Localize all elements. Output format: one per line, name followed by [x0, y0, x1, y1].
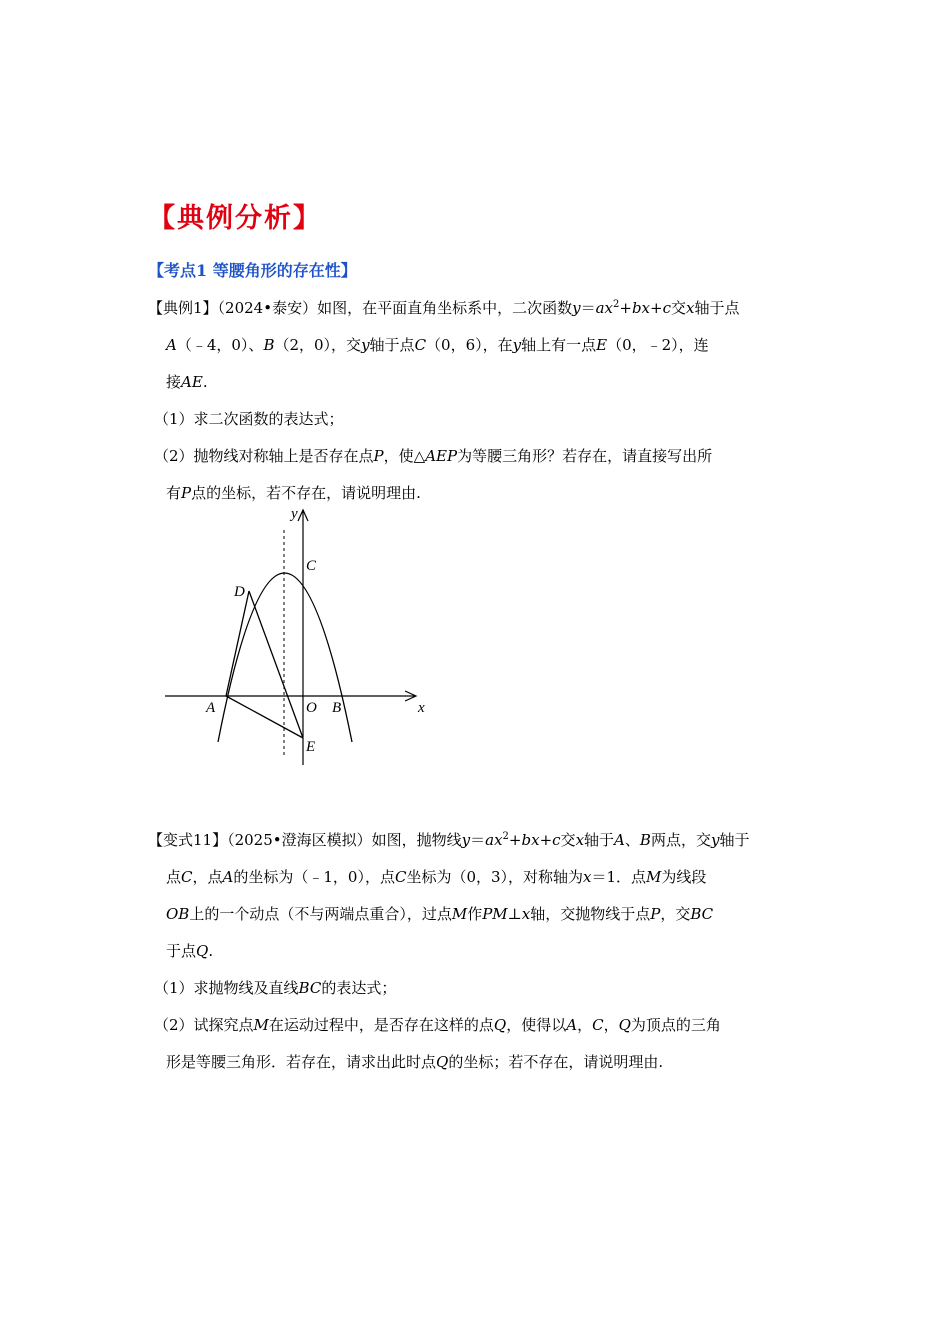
segment-de	[249, 591, 303, 738]
example-1-stem-line3: 接AE.	[166, 373, 208, 391]
example-1-question-2-line2: 有P点的坐标，若不存在，请说明理由.	[166, 484, 421, 502]
label-x: x	[418, 700, 425, 716]
example-1-question-1: （1）求二次函数的表达式；	[154, 410, 344, 428]
variant-11-question-2: （2）试探究点M在运动过程中，是否存在这样的点Q，使得以A，C，Q为顶点的三角	[154, 1016, 721, 1034]
variant-11-question-2-line2: 形是等腰三角形．若存在，请求出此时点Q的坐标；若不存在，请说明理由.	[166, 1053, 664, 1071]
variant-11-stem-line2: 点C，点A的坐标为（﹣1，0），点C坐标为（0，3），对称轴为x＝1．点M为线段	[166, 868, 707, 886]
label-b: B	[332, 700, 342, 716]
parabola-figure-svg	[160, 500, 440, 770]
label-a: A	[206, 700, 216, 716]
variant-11	[148, 822, 808, 1081]
label-y: y	[291, 506, 298, 522]
example-1	[148, 290, 808, 512]
variant-11-stem-line3: OB上的一个动点（不与两端点重合），过点M作PM⊥x轴，交抛物线于点P，交BC	[166, 905, 714, 923]
example-1-question-2: （2）抛物线对称轴上是否存在点P，使△AEP为等腰三角形？若存在，请直接写出所	[154, 447, 713, 465]
parabola-figure	[160, 500, 440, 770]
topic-heading: 【考点1 等腰角形的存在性】	[148, 261, 357, 280]
variant-11-stem-line4: 于点Q.	[166, 942, 214, 960]
example-1-stem-line2: A（﹣4，0）、B（2，0），交y轴于点C（0，6），在y轴上有一点E（0，﹣2），连	[166, 336, 709, 354]
variant-11-question-1: （1）求抛物线及直线BC的表达式；	[154, 979, 397, 997]
label-d: D	[234, 584, 245, 600]
label-o: O	[306, 700, 317, 716]
segment-ae	[226, 696, 303, 738]
label-e: E	[306, 739, 316, 755]
example-1-stem: 【典例1】（2024•泰安）如图，在平面直角坐标系中，二次函数$y=ax^2+bx+c$交x轴于点	[148, 299, 740, 317]
section-heading: 【典例分析】	[148, 203, 322, 234]
segment-ad	[226, 591, 249, 696]
variant-11-stem: 【变式11】（2025•澄海区模拟）如图，抛物线$y=ax^2+bx+c$交x轴于A、B两点，交y轴于	[148, 831, 750, 849]
label-c: C	[306, 558, 317, 574]
